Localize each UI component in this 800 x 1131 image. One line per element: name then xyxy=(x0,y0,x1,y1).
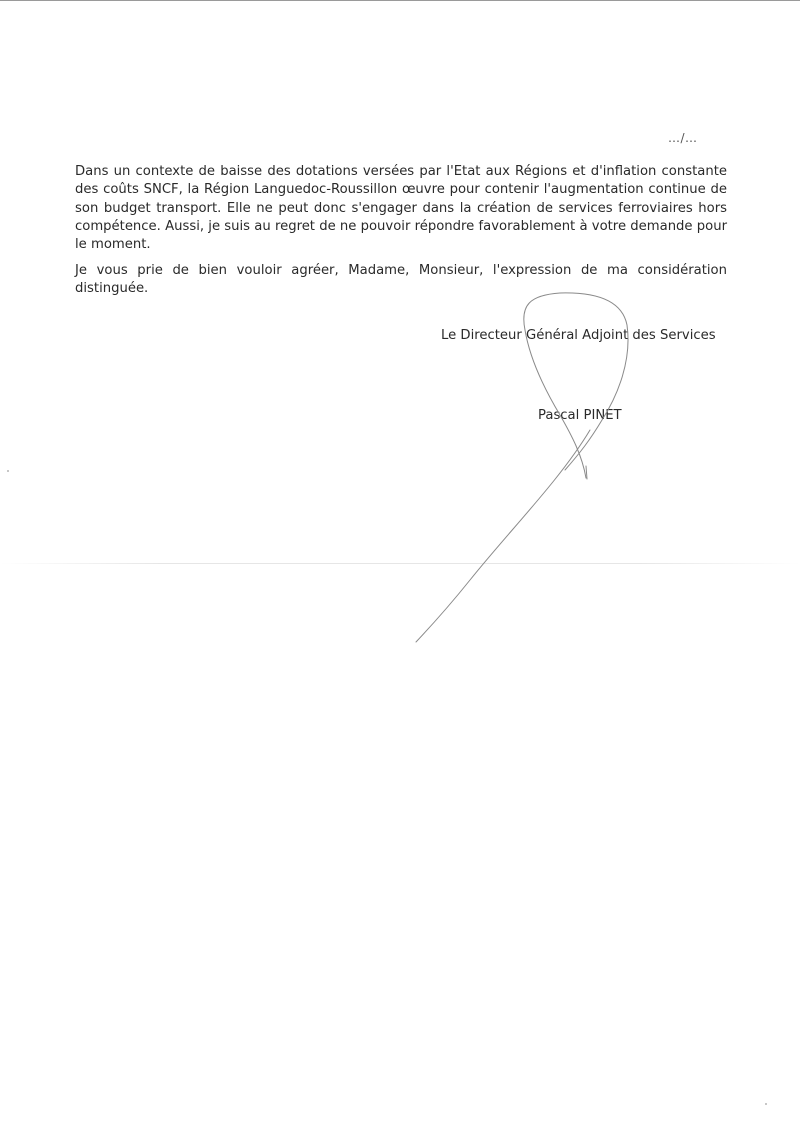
signature-stroke-tail xyxy=(416,430,590,642)
continuation-mark: …/… xyxy=(668,131,698,145)
scan-speck xyxy=(765,1103,767,1105)
scan-speck xyxy=(7,470,9,472)
closing-paragraph: Je vous prie de bien vouloir agréer, Madame, Monsieur, l'expression de ma considération distinguée. xyxy=(75,263,727,297)
signature-stroke-loop xyxy=(524,293,628,478)
scan-top-edge xyxy=(0,0,800,1)
signatory-title: Le Directeur Général Adjoint des Services xyxy=(441,328,716,343)
signatory-name: Pascal PINET xyxy=(538,408,622,423)
signature-stroke-tick xyxy=(586,466,587,479)
paper-fold-line xyxy=(0,563,800,564)
body-paragraph-1: Dans un contexte de baisse des dotations versées par l'Etat aux Régions et d'inflation constante des coûts SNCF, la Région Languedoc-Roussillon œuvre pour contenir l'augmentation continue de son budget transport. Elle ne peut donc s'engager dans la création de services ferroviaires hors compétence. Aussi, je suis au regret de ne pouvoir répondre favorablement à votre demande pour le moment. xyxy=(75,164,727,253)
